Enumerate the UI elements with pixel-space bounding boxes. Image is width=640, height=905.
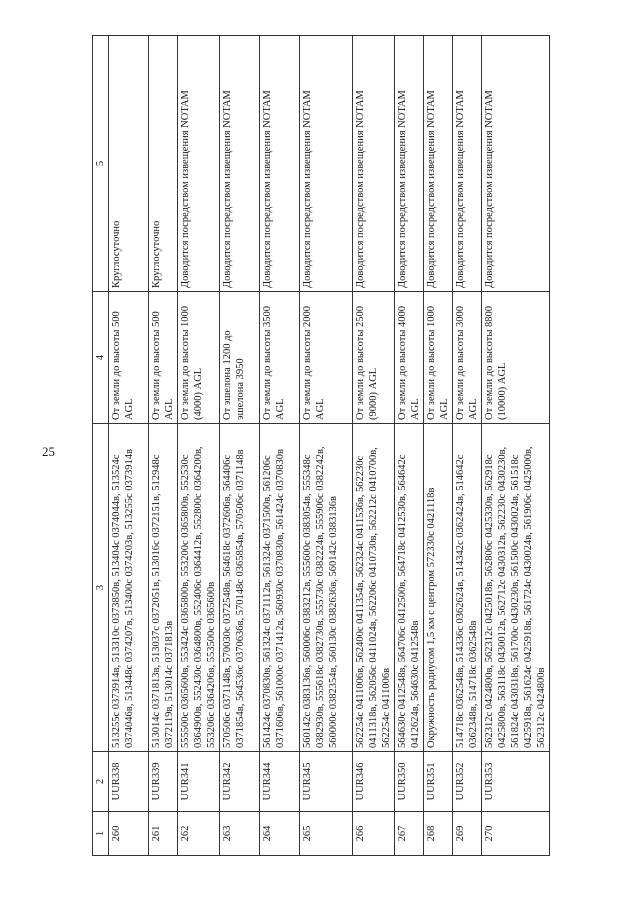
zone-id: UUR339 <box>149 752 178 812</box>
zone-id: UUR345 <box>300 752 353 812</box>
coordinates-cell: 513014с 0371813в, 513037с 0372051в, 513016с 0372151в, 512948с 0372119в, 513014с 0371813в <box>149 424 178 752</box>
row-number: 266 <box>353 812 395 856</box>
table-row <box>453 36 482 856</box>
coordinates-cell: 560142с 0383136в, 560006с 0383212в, 555600с 0383054в, 555348с 0382930в, 555618с 0382730в, 555730с 0382224в, 555906с 0382242в, 560000с 0382354в, 560130с 0382636в, 560142с 0383136в <box>300 424 353 752</box>
row-number: 265 <box>300 812 353 856</box>
row-number: 260 <box>109 812 149 856</box>
header-row <box>93 36 109 856</box>
coordinates-cell: 555500с 0365600в, 553424с 0365800в, 553200с 0365800в, 552530с 0364900в, 552430с 0364800в, 552406с 0364412в, 552800с 0364200в, 553206с 0364206в, 553500с 0365600в <box>178 424 220 752</box>
zone-id: UUR351 <box>424 752 453 812</box>
operating-mode-cell: Круглосуточно <box>109 36 149 292</box>
zone-id: UUR341 <box>178 752 220 812</box>
coordinates-cell: 570506с 0371148в, 570030с 0372548в, 564618с 0372606в, 564406с 0371854в, 564536с 0370636в, 570148с 0365854в, 570506с 0371148в <box>220 424 260 752</box>
row-number: 263 <box>220 812 260 856</box>
operating-mode-cell: Доводится посредством извещения NOTAM <box>260 36 300 292</box>
coordinates-cell: 564630с 0412548в, 564706с 0412500в, 564718с 0412530в, 564642с 0412624в, 564630с 0412548в <box>395 424 424 752</box>
operating-mode-cell: Доводится посредством извещения NOTAM <box>482 36 550 292</box>
row-number: 261 <box>149 812 178 856</box>
table-row <box>178 36 220 856</box>
table-row <box>220 36 260 856</box>
row-number: 270 <box>482 812 550 856</box>
operating-mode-cell: Доводится посредством извещения NOTAM <box>220 36 260 292</box>
row-number: 268 <box>424 812 453 856</box>
altitude-cell: От земли до высоты 500 AGL <box>149 292 178 424</box>
operating-mode-cell: Доводится посредством извещения NOTAM <box>178 36 220 292</box>
rotated-table-container <box>92 36 567 856</box>
table-row <box>300 36 353 856</box>
altitude-cell: От эшелона 1200 до эшелона 3950 <box>220 292 260 424</box>
operating-mode-cell: Доводится посредством извещения NOTAM <box>424 36 453 292</box>
row-number: 269 <box>453 812 482 856</box>
row-number: 267 <box>395 812 424 856</box>
zone-id: UUR346 <box>353 752 395 812</box>
altitude-cell: От земли до высоты 500 AGL <box>109 292 149 424</box>
zone-id: UUR352 <box>453 752 482 812</box>
table-row <box>482 36 550 856</box>
altitude-cell: От земли до высоты 1000 (4000) AGL <box>178 292 220 424</box>
operating-mode-cell: Доводится посредством извещения NOTAM <box>353 36 395 292</box>
coordinates-cell: 561424с 0370830в, 561324с 0371112в, 561324с 0371500в, 561206с 0371606в, 561000с 0371412в, 560930с 0370830в, 561424с 0370830в <box>260 424 300 752</box>
header-cell: 5 <box>93 36 109 292</box>
coordinates-cell: Окружность радиусом 1,5 км с центром 572330с 0421118в <box>424 424 453 752</box>
table-row <box>395 36 424 856</box>
altitude-cell: От земли до высоты 3000 AGL <box>453 292 482 424</box>
zone-id: UUR344 <box>260 752 300 812</box>
page-number: 25 <box>42 444 55 459</box>
airspace-table <box>92 35 550 856</box>
table-row <box>260 36 300 856</box>
altitude-cell: От земли до высоты 8800 (10000) AGL <box>482 292 550 424</box>
altitude-cell: От земли до высоты 4000 AGL <box>395 292 424 424</box>
altitude-cell: От земли до высоты 2500 (9000) AGL <box>353 292 395 424</box>
row-number: 264 <box>260 812 300 856</box>
table-row <box>109 36 149 856</box>
altitude-cell: От земли до высоты 1000 AGL <box>424 292 453 424</box>
table-row <box>424 36 453 856</box>
coordinates-cell: 514718с 0362548в, 514336с 0362624в, 514342с 0362424в, 514642с 0362348в, 514718с 0362548в <box>453 424 482 752</box>
altitude-cell: От земли до высоты 2000 AGL <box>300 292 353 424</box>
coordinates-cell: 562312с 0424800в, 562312с 0425018в, 562806с 0425330в, 562918с 0425800в, 563118с 0430012в, 562712с 0430312в, 562230с 0430230в, 561824с 0430318в, 561700с 0430230в, 561500с 0430024в, 561518с 0425918в, 561624с 0425918в, 561724с 0430024в, 561906с 0425000в, 562312с 0424800в <box>482 424 550 752</box>
header-cell: 4 <box>93 292 109 424</box>
zone-id: UUR350 <box>395 752 424 812</box>
header-cell: 3 <box>93 424 109 752</box>
header-cell: 1 <box>93 812 109 856</box>
zone-id: UUR353 <box>482 752 550 812</box>
coordinates-cell: 513255с 0373914в, 513310с 0373850в, 513404с 0374044в, 513524с 0374046в, 513448с 0374207в, 513400с 0374203в, 513255с 0373914в <box>109 424 149 752</box>
table-row <box>149 36 178 856</box>
operating-mode-cell: Доводится посредством извещения NOTAM <box>395 36 424 292</box>
header-cell: 2 <box>93 752 109 812</box>
coordinates-cell: 562254с 0411006в, 562400с 0411354в, 562324с 0411536в, 562230с 0411318в, 562056с 0411024в, 562206с 0410730в, 562212с 0410700в, 562254с 0411006в <box>353 424 395 752</box>
zone-id: UUR342 <box>220 752 260 812</box>
zone-id: UUR338 <box>109 752 149 812</box>
table-row <box>353 36 395 856</box>
operating-mode-cell: Доводится посредством извещения NOTAM <box>453 36 482 292</box>
operating-mode-cell: Круглосуточно <box>149 36 178 292</box>
row-number: 262 <box>178 812 220 856</box>
altitude-cell: От земли до высоты 3500 AGL <box>260 292 300 424</box>
operating-mode-cell: Доводится посредством извещения NOTAM <box>300 36 353 292</box>
